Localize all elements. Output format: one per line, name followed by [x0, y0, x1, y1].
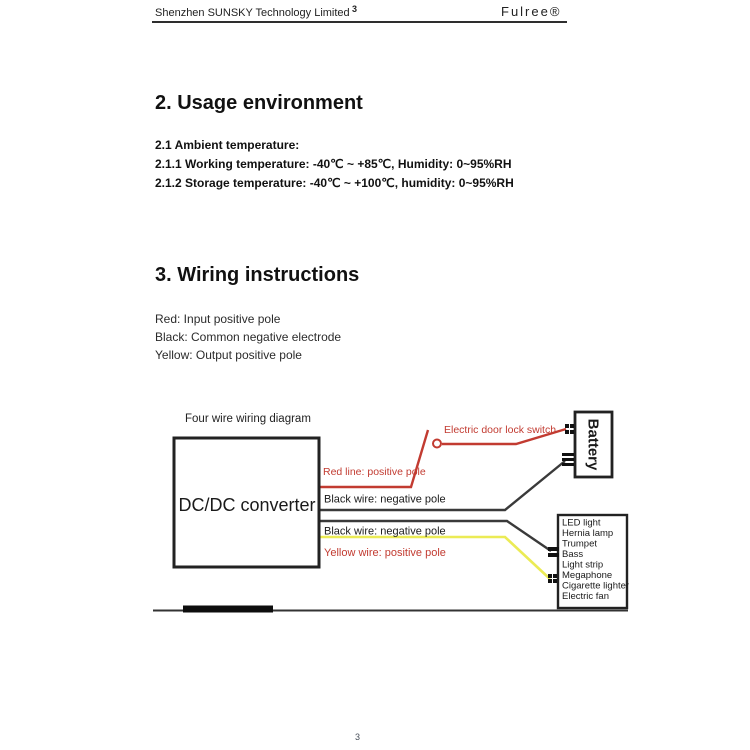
door-lock-switch-label: Electric door lock switch — [444, 424, 557, 436]
ambient-temperature-line: 2.1 Ambient temperature: — [155, 138, 300, 152]
device-item: Electric fan — [562, 591, 609, 602]
red-wire — [319, 430, 428, 487]
device-item: Trumpet — [562, 538, 598, 550]
header-company-title: Shenzhen SUNSKY Technology Limited — [155, 7, 350, 19]
brand-logo-text: Fulree® — [501, 4, 562, 19]
black-wire-description: Black: Common negative electrode — [155, 330, 342, 344]
wire-label-yellow: Yellow wire: positive pole — [324, 547, 446, 559]
wiring-instructions-paragraph — [155, 310, 341, 364]
diagram-title: Four wire wiring diagram — [185, 413, 311, 425]
device-item: Megaphone — [562, 570, 613, 581]
storage-temperature-line: 2.1.2 Storage temperature: -40℃ ~ +100℃, humidity: 0~95%RH — [155, 176, 514, 190]
wire-label-red: Red line: positive pole — [323, 466, 426, 478]
battery-terminal-negative — [562, 453, 574, 466]
device-item: Hernia lamp — [562, 528, 614, 539]
battery-label: Battery — [584, 418, 602, 471]
wire-label-black-1: Black wire: negative pole — [324, 493, 446, 506]
header-superscript: 3 — [352, 4, 358, 14]
working-temperature-line: 2.1.1 Working temperature: -40℃ ~ +85℃, Humidity: 0~95%RH — [155, 157, 512, 171]
device-item: Cigarette lighter — [562, 580, 630, 592]
red-wire-description: Red: Input positive pole — [155, 312, 281, 326]
converter-label: DC/DC converter — [178, 495, 316, 515]
usage-environment-paragraph — [155, 136, 514, 193]
device-item: LED light — [562, 517, 601, 529]
door-lock-switch-contact — [433, 440, 441, 448]
wiring-instructions-heading: 3. Wiring instructions — [155, 264, 360, 286]
usage-environment-heading: 2. Usage environment — [155, 92, 363, 114]
battery-terminal-positive — [565, 424, 574, 434]
diagram-baseline-thick-bar — [183, 606, 273, 613]
wiring-diagram — [0, 400, 750, 625]
yellow-wire-description: Yellow: Output positive pole — [155, 348, 302, 362]
page-number: 3 — [355, 732, 361, 742]
wire-label-black-2: Black wire: negative pole — [324, 525, 446, 538]
header-rule-divider — [152, 21, 567, 23]
device-item: Light strip — [562, 559, 604, 571]
device-item: Bass — [562, 549, 584, 560]
